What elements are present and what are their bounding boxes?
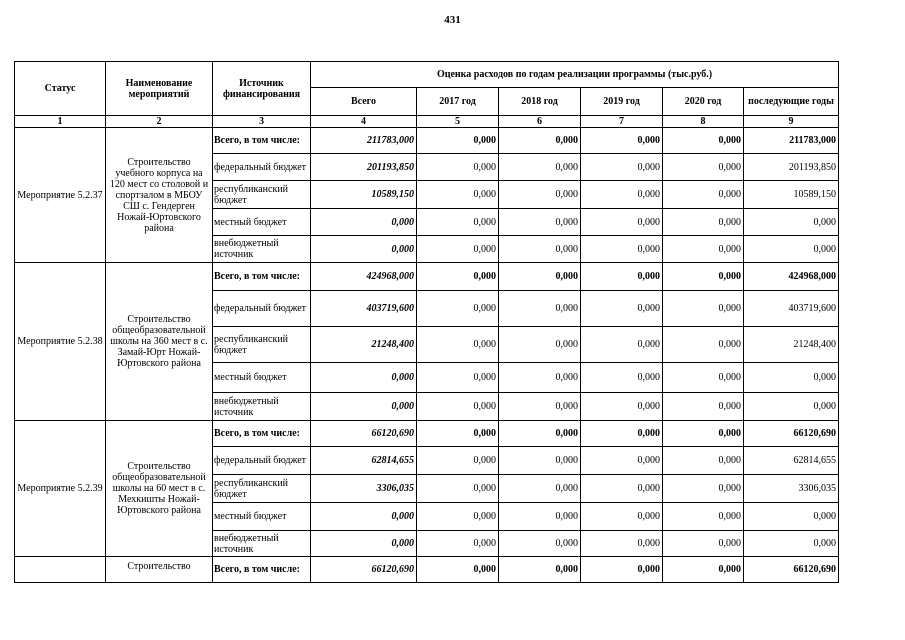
- value-later-years: 0,000: [744, 236, 839, 263]
- value-year: 0,000: [417, 531, 499, 557]
- funding-source: Всего, в том числе:: [213, 128, 311, 154]
- value-total: 0,000: [311, 363, 417, 393]
- value-year: 0,000: [417, 447, 499, 475]
- header-2017: 2017 год: [417, 88, 499, 116]
- value-later-years: 0,000: [744, 393, 839, 421]
- value-later-years: 66120,690: [744, 421, 839, 447]
- value-year: 0,000: [581, 447, 663, 475]
- value-year: 0,000: [663, 447, 744, 475]
- value-later-years: 424968,000: [744, 263, 839, 291]
- value-year: 0,000: [581, 154, 663, 181]
- value-later-years: 403719,600: [744, 291, 839, 327]
- value-year: 0,000: [417, 209, 499, 236]
- value-year: 0,000: [417, 291, 499, 327]
- value-later-years: 0,000: [744, 209, 839, 236]
- value-year: 0,000: [581, 475, 663, 503]
- value-later-years: 0,000: [744, 503, 839, 531]
- value-year: 0,000: [663, 393, 744, 421]
- measure-status: Мероприятие 5.2.38: [15, 263, 106, 421]
- value-later-years: 211783,000: [744, 128, 839, 154]
- value-year: 0,000: [663, 154, 744, 181]
- table-row: [15, 263, 839, 291]
- value-year: 0,000: [663, 475, 744, 503]
- value-year: 0,000: [581, 181, 663, 209]
- value-later-years: 10589,150: [744, 181, 839, 209]
- value-total: 424968,000: [311, 263, 417, 291]
- value-year: 0,000: [499, 209, 581, 236]
- header-status: Статус: [15, 62, 106, 116]
- column-number: 3: [213, 116, 311, 128]
- value-year: 0,000: [663, 181, 744, 209]
- value-year: 0,000: [581, 128, 663, 154]
- value-year: 0,000: [581, 421, 663, 447]
- header-later-years: последующие годы: [744, 88, 839, 116]
- value-later-years: 0,000: [744, 363, 839, 393]
- table-row: [15, 128, 839, 154]
- table-body: [15, 128, 839, 583]
- value-year: 0,000: [417, 557, 499, 583]
- page-number: 431: [444, 14, 461, 26]
- value-total: 403719,600: [311, 291, 417, 327]
- value-year: 0,000: [581, 531, 663, 557]
- column-number: 2: [106, 116, 213, 128]
- column-number-row: [15, 116, 839, 128]
- value-year: 0,000: [663, 291, 744, 327]
- value-total: 21248,400: [311, 327, 417, 363]
- value-year: 0,000: [417, 263, 499, 291]
- header-name: Наименование мероприятий: [106, 62, 213, 116]
- measure-name: Строительство: [106, 557, 213, 583]
- funding-source: Всего, в том числе:: [213, 557, 311, 583]
- value-year: 0,000: [499, 128, 581, 154]
- column-number: 4: [311, 116, 417, 128]
- value-year: 0,000: [499, 447, 581, 475]
- value-year: 0,000: [417, 327, 499, 363]
- table-row: [15, 421, 839, 447]
- value-year: 0,000: [499, 154, 581, 181]
- column-number: 9: [744, 116, 839, 128]
- funding-source: республиканский бюджет: [213, 475, 311, 503]
- value-total: 0,000: [311, 503, 417, 531]
- funding-source: республиканский бюджет: [213, 327, 311, 363]
- value-later-years: 0,000: [744, 531, 839, 557]
- header-total: Всего: [311, 88, 417, 116]
- measure-name: Строительство общеобразовательной школы на 60 мест в с. Мехкишты Ножай-Юртовского района: [106, 421, 213, 557]
- value-year: 0,000: [581, 393, 663, 421]
- funding-source: Всего, в том числе:: [213, 263, 311, 291]
- value-year: 0,000: [499, 475, 581, 503]
- funding-source: местный бюджет: [213, 503, 311, 531]
- value-year: 0,000: [581, 557, 663, 583]
- header-2020: 2020 год: [663, 88, 744, 116]
- value-total: 201193,850: [311, 154, 417, 181]
- measure-status: Мероприятие 5.2.37: [15, 128, 106, 263]
- value-year: 0,000: [663, 209, 744, 236]
- value-year: 0,000: [417, 475, 499, 503]
- funding-source: внебюджетный источник: [213, 393, 311, 421]
- value-year: 0,000: [663, 263, 744, 291]
- header-2018: 2018 год: [499, 88, 581, 116]
- value-total: 3306,035: [311, 475, 417, 503]
- value-year: 0,000: [417, 421, 499, 447]
- column-number: 6: [499, 116, 581, 128]
- value-year: 0,000: [581, 503, 663, 531]
- funding-source: федеральный бюджет: [213, 447, 311, 475]
- funding-source: республиканский бюджет: [213, 181, 311, 209]
- funding-source: Всего, в том числе:: [213, 421, 311, 447]
- value-year: 0,000: [499, 421, 581, 447]
- column-number: 8: [663, 116, 744, 128]
- value-total: 62814,655: [311, 447, 417, 475]
- value-total: 211783,000: [311, 128, 417, 154]
- value-later-years: 21248,400: [744, 327, 839, 363]
- value-year: 0,000: [499, 236, 581, 263]
- value-year: 0,000: [417, 128, 499, 154]
- value-year: 0,000: [499, 291, 581, 327]
- value-year: 0,000: [581, 291, 663, 327]
- column-number: 5: [417, 116, 499, 128]
- value-total: 0,000: [311, 531, 417, 557]
- value-total: 0,000: [311, 209, 417, 236]
- value-year: 0,000: [499, 327, 581, 363]
- value-year: 0,000: [663, 531, 744, 557]
- header-source: Источник финансирования: [213, 62, 311, 116]
- value-year: 0,000: [663, 421, 744, 447]
- table-row: [15, 557, 839, 583]
- measure-status: [15, 557, 106, 583]
- value-year: 0,000: [581, 263, 663, 291]
- value-year: 0,000: [581, 236, 663, 263]
- value-year: 0,000: [581, 209, 663, 236]
- funding-source: местный бюджет: [213, 363, 311, 393]
- column-number: 1: [15, 116, 106, 128]
- value-year: 0,000: [581, 327, 663, 363]
- value-year: 0,000: [499, 263, 581, 291]
- value-later-years: 3306,035: [744, 475, 839, 503]
- measure-name: Строительство общеобразовательной школы на 360 мест в с. Замай-Юрт Ножай-Юртовского района: [106, 263, 213, 421]
- value-later-years: 201193,850: [744, 154, 839, 181]
- value-year: 0,000: [663, 128, 744, 154]
- column-number: 7: [581, 116, 663, 128]
- value-year: 0,000: [663, 503, 744, 531]
- value-total: 0,000: [311, 236, 417, 263]
- value-year: 0,000: [499, 531, 581, 557]
- value-total: 0,000: [311, 393, 417, 421]
- value-total: 66120,690: [311, 557, 417, 583]
- value-year: 0,000: [417, 393, 499, 421]
- header-estimate: Оценка расходов по годам реализации программы (тыс.руб.): [311, 62, 839, 88]
- budget-table: [14, 61, 839, 583]
- value-total: 10589,150: [311, 181, 417, 209]
- funding-source: внебюджетный источник: [213, 236, 311, 263]
- value-year: 0,000: [417, 503, 499, 531]
- value-year: 0,000: [663, 557, 744, 583]
- header-2019: 2019 год: [581, 88, 663, 116]
- value-year: 0,000: [417, 363, 499, 393]
- value-year: 0,000: [663, 363, 744, 393]
- value-year: 0,000: [417, 154, 499, 181]
- value-year: 0,000: [581, 363, 663, 393]
- measure-status: Мероприятие 5.2.39: [15, 421, 106, 557]
- value-year: 0,000: [663, 236, 744, 263]
- value-year: 0,000: [499, 557, 581, 583]
- funding-source: федеральный бюджет: [213, 291, 311, 327]
- value-later-years: 62814,655: [744, 447, 839, 475]
- value-later-years: 66120,690: [744, 557, 839, 583]
- value-year: 0,000: [417, 236, 499, 263]
- measure-name: Строительство учебного корпуса на 120 мест со столовой и спортзалом в МБОУ СШ с. Гендерген Ножай-Юртовского района: [106, 128, 213, 263]
- funding-source: местный бюджет: [213, 209, 311, 236]
- value-year: 0,000: [499, 393, 581, 421]
- value-year: 0,000: [499, 503, 581, 531]
- funding-source: федеральный бюджет: [213, 154, 311, 181]
- value-year: 0,000: [499, 181, 581, 209]
- value-year: 0,000: [663, 327, 744, 363]
- funding-source: внебюджетный источник: [213, 531, 311, 557]
- value-total: 66120,690: [311, 421, 417, 447]
- value-year: 0,000: [499, 363, 581, 393]
- value-year: 0,000: [417, 181, 499, 209]
